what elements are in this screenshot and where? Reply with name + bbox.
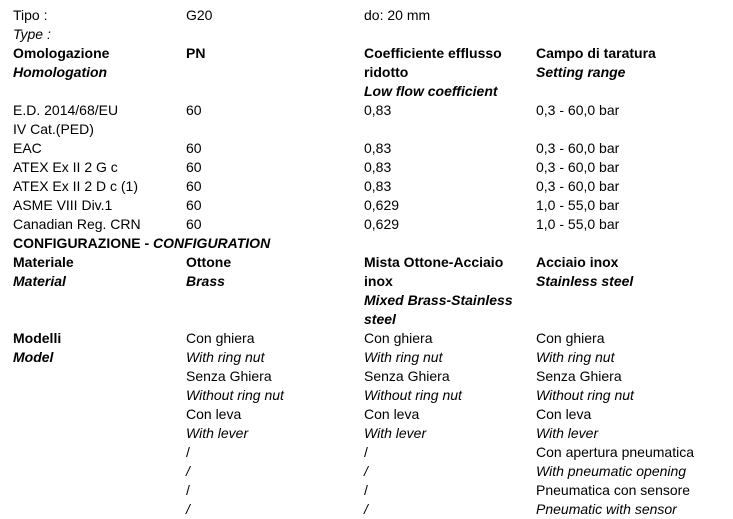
table-cell xyxy=(13,6,186,25)
table-cell xyxy=(536,139,733,158)
cell-text: Campo di taratura xyxy=(536,45,656,61)
cell-text: With ring nut xyxy=(364,349,443,365)
table-row xyxy=(0,25,733,44)
table-cell xyxy=(364,25,536,44)
table-cell xyxy=(536,82,733,101)
cell-text: Senza Ghiera xyxy=(536,368,622,384)
table-cell xyxy=(13,462,186,481)
table-cell xyxy=(13,443,186,462)
table-cell xyxy=(186,25,364,44)
table-cell xyxy=(13,481,186,500)
table-row xyxy=(0,462,733,481)
cell-text: ASME VIII Div.1 xyxy=(13,197,113,213)
cell-text: / xyxy=(364,463,368,479)
cell-text: Model xyxy=(13,349,54,365)
table-cell xyxy=(186,443,364,462)
cell-text: Pneumatica con sensore xyxy=(536,482,691,498)
cell-text: 60 xyxy=(186,102,202,118)
cell-text: steel xyxy=(364,311,396,327)
table-row xyxy=(0,424,733,443)
cell-text: 1,0 - 55,0 bar xyxy=(536,216,620,232)
table-cell xyxy=(536,462,733,481)
table-cell xyxy=(186,424,364,443)
table-cell xyxy=(536,500,733,519)
table-cell xyxy=(536,272,733,291)
cell-text: / xyxy=(186,482,190,498)
cell-text: 60 xyxy=(186,178,202,194)
cell-text: Con leva xyxy=(364,406,420,422)
cell-text: Con ghiera xyxy=(536,330,605,346)
table-row xyxy=(0,291,733,310)
cell-text: Ottone xyxy=(186,254,232,270)
table-row xyxy=(0,367,733,386)
table-cell xyxy=(364,405,536,424)
table-cell xyxy=(13,291,186,310)
table-cell xyxy=(13,44,186,63)
cell-text: Con ghiera xyxy=(186,330,255,346)
cell-text: 0,83 xyxy=(364,140,392,156)
table-cell xyxy=(13,234,271,253)
table-cell xyxy=(13,120,186,139)
table-cell xyxy=(364,177,536,196)
table-cell xyxy=(364,272,536,291)
table-cell xyxy=(536,196,733,215)
table-cell xyxy=(13,310,186,329)
cell-text: With lever xyxy=(536,425,599,441)
cell-text: 60 xyxy=(186,140,202,156)
table-cell xyxy=(186,348,364,367)
table-cell xyxy=(13,424,186,443)
cell-text: / xyxy=(364,501,368,517)
table-cell xyxy=(364,215,536,234)
cell-text: Omologazione xyxy=(13,45,110,61)
table-cell xyxy=(536,177,733,196)
table-row xyxy=(0,6,733,25)
table-cell xyxy=(186,177,364,196)
table-row xyxy=(0,405,733,424)
cell-text: With pneumatic opening xyxy=(536,463,687,479)
table-cell xyxy=(364,310,536,329)
table-row xyxy=(0,82,733,101)
table-row xyxy=(0,234,733,253)
cell-text: Mixed Brass-Stainless xyxy=(364,292,513,308)
table-cell xyxy=(536,25,733,44)
cell-text: 0,3 - 60,0 bar xyxy=(536,178,620,194)
table-cell xyxy=(186,158,364,177)
table-cell xyxy=(186,500,364,519)
cell-text: With lever xyxy=(186,425,249,441)
table-cell xyxy=(536,234,733,253)
table-cell xyxy=(13,500,186,519)
table-cell xyxy=(364,481,536,500)
cell-text: Materiale xyxy=(13,254,74,270)
cell-text: Brass xyxy=(186,273,225,289)
spec-table xyxy=(0,6,733,519)
table-cell xyxy=(536,424,733,443)
cell-text: ATEX Ex II 2 G c xyxy=(13,159,118,175)
table-row xyxy=(0,196,733,215)
cell-text: G20 xyxy=(186,7,213,23)
table-row xyxy=(0,44,733,63)
cell-text: Low flow coefficient xyxy=(364,83,498,99)
cell-text: / xyxy=(186,463,190,479)
table-cell xyxy=(186,63,364,82)
table-row xyxy=(0,500,733,519)
table-row xyxy=(0,215,733,234)
cell-text: inox xyxy=(364,273,393,289)
table-cell xyxy=(13,405,186,424)
table-cell xyxy=(536,120,733,139)
table-cell xyxy=(364,63,536,82)
cell-text: 60 xyxy=(186,197,202,213)
table-cell xyxy=(536,253,733,272)
table-cell xyxy=(13,215,186,234)
cell-text: 0,83 xyxy=(364,178,392,194)
cell-text: 0,3 - 60,0 bar xyxy=(536,102,620,118)
table-cell xyxy=(536,310,733,329)
cell-text: Coefficiente efflusso xyxy=(364,45,502,61)
table-cell xyxy=(13,272,186,291)
table-cell xyxy=(536,367,733,386)
cell-text: EAC xyxy=(13,140,42,156)
table-cell xyxy=(364,500,536,519)
table-cell xyxy=(13,25,186,44)
cell-text: Pneumatic with sensor xyxy=(536,501,677,517)
cell-text: 0,629 xyxy=(364,216,400,232)
table-cell xyxy=(536,63,733,82)
table-row xyxy=(0,272,733,291)
cell-text: Stainless steel xyxy=(536,273,634,289)
cell-text: Canadian Reg. CRN xyxy=(13,216,141,232)
cell-text: With lever xyxy=(364,425,427,441)
cell-text: Modelli xyxy=(13,330,62,346)
table-cell xyxy=(364,158,536,177)
table-cell xyxy=(536,443,733,462)
cell-text: ATEX Ex II 2 D c (1) xyxy=(13,178,138,194)
cell-text: Mista Ottone-Acciaio xyxy=(364,254,504,270)
table-cell xyxy=(364,139,536,158)
cell-text: Senza Ghiera xyxy=(186,368,272,384)
cell-text: / xyxy=(364,482,368,498)
table-cell xyxy=(364,367,536,386)
table-cell xyxy=(13,82,186,101)
table-row xyxy=(0,481,733,500)
cell-text: Without ring nut xyxy=(536,387,634,403)
table-row xyxy=(0,253,733,272)
table-cell xyxy=(13,386,186,405)
table-cell xyxy=(364,424,536,443)
cell-text: 0,83 xyxy=(364,159,392,175)
cell-text: Con apertura pneumatica xyxy=(536,444,694,460)
table-cell xyxy=(186,82,364,101)
cell-text: do: 20 mm xyxy=(364,7,431,23)
cell-text: Senza Ghiera xyxy=(364,368,450,384)
cell-text: 0,83 xyxy=(364,102,392,118)
table-cell xyxy=(13,329,186,348)
table-row xyxy=(0,329,733,348)
table-cell xyxy=(364,291,536,310)
table-cell xyxy=(186,44,364,63)
table-cell xyxy=(536,6,733,25)
cell-text: Tipo : xyxy=(13,7,48,23)
cell-text: Con leva xyxy=(186,406,242,422)
table-row xyxy=(0,139,733,158)
cell-text: With ring nut xyxy=(186,349,265,365)
cell-text: Con leva xyxy=(536,406,592,422)
table-row xyxy=(0,177,733,196)
table-cell xyxy=(186,215,364,234)
table-cell xyxy=(13,158,186,177)
table-cell xyxy=(13,367,186,386)
table-cell xyxy=(13,196,186,215)
cell-text: E.D. 2014/68/EU xyxy=(13,102,119,118)
table-cell xyxy=(364,443,536,462)
table-cell xyxy=(13,63,186,82)
cell-text: Without ring nut xyxy=(364,387,462,403)
table-cell xyxy=(364,462,536,481)
cell-text: ridotto xyxy=(364,64,409,80)
table-row xyxy=(0,443,733,462)
table-row xyxy=(0,158,733,177)
table-cell xyxy=(186,329,364,348)
table-row xyxy=(0,63,733,82)
table-cell xyxy=(364,101,536,120)
table-cell xyxy=(364,196,536,215)
cell-text: 0,3 - 60,0 bar xyxy=(536,140,620,156)
table-cell xyxy=(186,253,364,272)
cell-text: 60 xyxy=(186,159,202,175)
table-cell xyxy=(536,386,733,405)
cell-text: / xyxy=(186,444,190,460)
table-cell xyxy=(186,120,364,139)
cell-text: Setting range xyxy=(536,64,626,80)
table-cell xyxy=(364,6,536,25)
table-cell xyxy=(186,291,364,310)
table-cell xyxy=(13,101,186,120)
table-cell xyxy=(186,234,364,253)
table-cell xyxy=(186,405,364,424)
table-cell xyxy=(536,481,733,500)
cell-text: 0,3 - 60,0 bar xyxy=(536,159,620,175)
table-cell xyxy=(364,44,536,63)
cell-text: Material xyxy=(13,273,66,289)
table-cell xyxy=(364,329,536,348)
cell-text: Con ghiera xyxy=(364,330,433,346)
table-cell xyxy=(186,386,364,405)
cell-text: CONFIGURATION xyxy=(153,235,271,251)
table-cell xyxy=(13,139,186,158)
table-cell xyxy=(186,6,364,25)
cell-text: Type : xyxy=(13,26,51,42)
table-row xyxy=(0,310,733,329)
table-cell xyxy=(186,196,364,215)
table-cell xyxy=(536,215,733,234)
table-cell xyxy=(13,253,186,272)
cell-text: CONFIGURAZIONE - xyxy=(13,235,153,251)
table-cell xyxy=(364,82,536,101)
table-row xyxy=(0,101,733,120)
table-cell xyxy=(536,101,733,120)
table-cell xyxy=(186,481,364,500)
table-cell xyxy=(364,348,536,367)
table-cell xyxy=(186,367,364,386)
cell-text: Homologation xyxy=(13,64,108,80)
cell-text: 0,629 xyxy=(364,197,400,213)
cell-text: Without ring nut xyxy=(186,387,284,403)
table-cell xyxy=(364,253,536,272)
table-cell xyxy=(536,291,733,310)
table-cell xyxy=(536,44,733,63)
table-cell xyxy=(536,329,733,348)
table-cell xyxy=(13,348,186,367)
cell-text: PN xyxy=(186,45,206,61)
table-cell xyxy=(186,101,364,120)
table-row xyxy=(0,386,733,405)
table-cell xyxy=(186,310,364,329)
table-cell xyxy=(186,462,364,481)
cell-text: 1,0 - 55,0 bar xyxy=(536,197,620,213)
cell-text: 60 xyxy=(186,216,202,232)
table-cell xyxy=(536,405,733,424)
cell-text: Acciaio inox xyxy=(536,254,619,270)
table-cell xyxy=(536,348,733,367)
table-row xyxy=(0,120,733,139)
table-cell xyxy=(364,386,536,405)
cell-text: IV Cat.(PED) xyxy=(13,121,94,137)
cell-text: / xyxy=(364,444,368,460)
table-row xyxy=(0,348,733,367)
table-cell xyxy=(364,120,536,139)
table-cell xyxy=(186,139,364,158)
table-cell xyxy=(536,158,733,177)
table-cell xyxy=(13,177,186,196)
table-cell xyxy=(186,272,364,291)
cell-text: / xyxy=(186,501,190,517)
cell-text: With ring nut xyxy=(536,349,615,365)
table-cell xyxy=(364,234,536,253)
